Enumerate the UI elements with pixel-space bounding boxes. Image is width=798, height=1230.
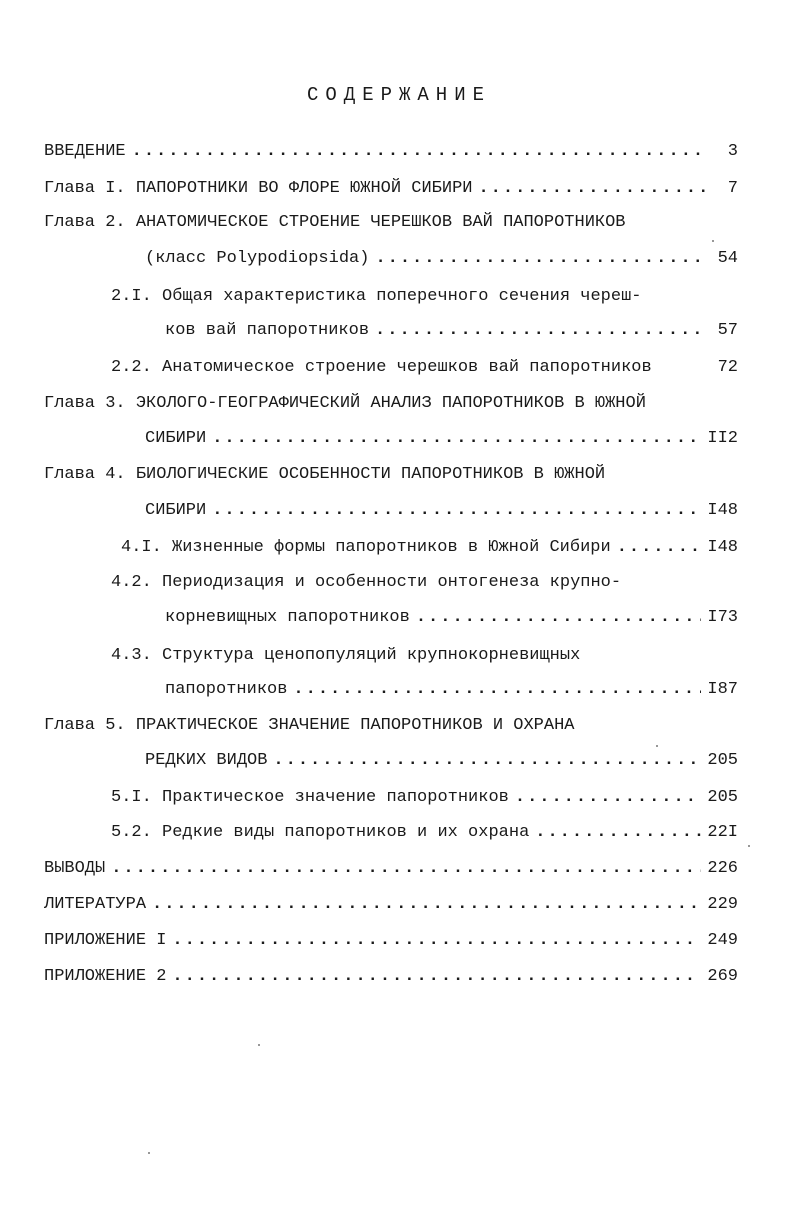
page-title: СОДЕРЖАНИЕ bbox=[306, 84, 492, 106]
toc-entry-text: папоротников bbox=[165, 680, 288, 699]
toc-page-number: 22I bbox=[707, 823, 738, 842]
toc-entry bbox=[145, 748, 738, 774]
toc-leader-dots bbox=[152, 892, 701, 918]
toc-entry bbox=[111, 570, 738, 596]
scan-speck bbox=[656, 745, 658, 747]
toc-page-number: 205 bbox=[707, 751, 738, 770]
toc-page-number: 3 bbox=[727, 142, 738, 161]
toc-page-number: I73 bbox=[707, 608, 738, 627]
toc-leader-dots bbox=[293, 677, 701, 703]
toc-entry-text: РЕДКИХ ВИДОВ bbox=[145, 751, 268, 770]
toc-entry-text: 4.3. Структура ценопопуляций крупнокорневищных bbox=[111, 646, 581, 665]
toc-entry bbox=[44, 713, 738, 739]
toc-page-number: I48 bbox=[707, 501, 738, 520]
toc-entry bbox=[165, 677, 738, 703]
toc-leader-dots bbox=[212, 426, 701, 452]
toc-entry bbox=[44, 856, 738, 882]
toc-entry-text: СИБИРИ bbox=[145, 501, 207, 520]
toc-entry-text: Глава 5. ПРАКТИЧЕСКОЕ ЗНАЧЕНИЕ ПАПОРОТНИКОВ И ОХРАНА bbox=[44, 716, 575, 735]
toc-page-number: 229 bbox=[707, 895, 738, 914]
toc-page-number: 72 bbox=[717, 358, 738, 377]
toc-page-number: I87 bbox=[707, 680, 738, 699]
toc-entry-text: 5.I. Практическое значение папоротников bbox=[111, 788, 509, 807]
toc-leader-dots bbox=[132, 139, 706, 165]
toc-leader-dots bbox=[535, 820, 701, 846]
toc-entry bbox=[165, 605, 738, 631]
toc-leader-dots bbox=[478, 176, 706, 202]
toc-entry bbox=[44, 210, 738, 236]
toc-page-number: 226 bbox=[707, 859, 738, 878]
toc-entry bbox=[44, 462, 738, 488]
toc-entry-text: ПРИЛОЖЕНИЕ I bbox=[44, 931, 167, 950]
toc-entry-text: Глава 4. БИОЛОГИЧЕСКИЕ ОСОБЕННОСТИ ПАПОРОТНИКОВ В ЮЖНОЙ bbox=[44, 465, 606, 484]
toc-entry-text: 2.I. Общая характеристика поперечного сечения череш- bbox=[111, 287, 642, 306]
toc-entry-text: ПРИЛОЖЕНИЕ 2 bbox=[44, 967, 167, 986]
toc-page-number: 7 bbox=[727, 179, 738, 198]
toc-leader-dots bbox=[375, 318, 706, 344]
toc-entry-text: СИБИРИ bbox=[145, 429, 207, 448]
scan-speck bbox=[148, 1152, 150, 1154]
toc-page-number: II2 bbox=[707, 429, 738, 448]
toc-entry-text: ВЫВОДЫ bbox=[44, 859, 106, 878]
toc-entry-text: корневищных папоротников bbox=[165, 608, 410, 627]
toc-page-number: 54 bbox=[717, 249, 738, 268]
toc-entry-text: ЛИТЕРАТУРА bbox=[44, 895, 147, 914]
scan-speck bbox=[712, 240, 714, 242]
toc-entry bbox=[165, 318, 738, 344]
toc-entry bbox=[145, 498, 738, 524]
toc-entry bbox=[111, 820, 738, 846]
toc-leader-dots bbox=[273, 748, 701, 774]
toc-page-number: 205 bbox=[707, 788, 738, 807]
toc-entry-text: ВВЕДЕНИЕ bbox=[44, 142, 126, 161]
scan-speck bbox=[748, 845, 750, 847]
toc-entry-text: 5.2. Редкие виды папоротников и их охрана bbox=[111, 823, 530, 842]
toc-leader-dots bbox=[111, 856, 701, 882]
toc-leader-dots bbox=[375, 246, 706, 272]
toc-page-number: 249 bbox=[707, 931, 738, 950]
toc-entry-text: 2.2. Анатомическое строение черешков вай папоротников bbox=[111, 358, 652, 377]
toc-entry bbox=[44, 892, 738, 918]
toc-page-number: 269 bbox=[707, 967, 738, 986]
toc-entry-text: 4.2. Периодизация и особенности онтогенеза крупно- bbox=[111, 573, 622, 592]
toc-leader-dots bbox=[416, 605, 702, 631]
toc-entry-text: Глава 2. АНАТОМИЧЕСКОЕ СТРОЕНИЕ ЧЕРЕШКОВ ВАЙ ПАПОРОТНИКОВ bbox=[44, 213, 626, 232]
toc-entry bbox=[111, 785, 738, 811]
toc-entry bbox=[44, 176, 738, 202]
toc-page-number: I48 bbox=[707, 538, 738, 557]
toc-entry-text: (класс Polypodiopsida) bbox=[145, 249, 370, 268]
toc-entry bbox=[44, 139, 738, 165]
toc-entry bbox=[111, 355, 738, 381]
toc-entry bbox=[111, 284, 738, 310]
toc-entry-text: ков вай папоротников bbox=[165, 321, 370, 340]
toc-leader-dots bbox=[212, 498, 701, 524]
toc-entry-text: Глава I. ПАПОРОТНИКИ ВО ФЛОРЕ ЮЖНОЙ СИБИРИ bbox=[44, 179, 473, 198]
toc-entry bbox=[111, 643, 738, 669]
toc-entry bbox=[44, 964, 738, 990]
toc-entry bbox=[145, 246, 738, 272]
toc-entry bbox=[145, 426, 738, 452]
toc-entry bbox=[44, 928, 738, 954]
toc-entry bbox=[44, 391, 738, 417]
toc-leader-dots bbox=[515, 785, 702, 811]
toc-leader-dots bbox=[172, 928, 701, 954]
toc-leader-dots bbox=[617, 535, 702, 561]
scan-speck bbox=[258, 1044, 260, 1046]
toc-entry-text: Глава 3. ЭКОЛОГО-ГЕОГРАФИЧЕСКИЙ АНАЛИЗ ПАПОРОТНИКОВ В ЮЖНОЙ bbox=[44, 394, 646, 413]
toc-leader-dots bbox=[172, 964, 701, 990]
toc-entry-text: 4.I. Жизненные формы папоротников в Южной Сибири bbox=[121, 538, 611, 557]
toc-entry bbox=[121, 535, 738, 561]
toc-page-number: 57 bbox=[717, 321, 738, 340]
